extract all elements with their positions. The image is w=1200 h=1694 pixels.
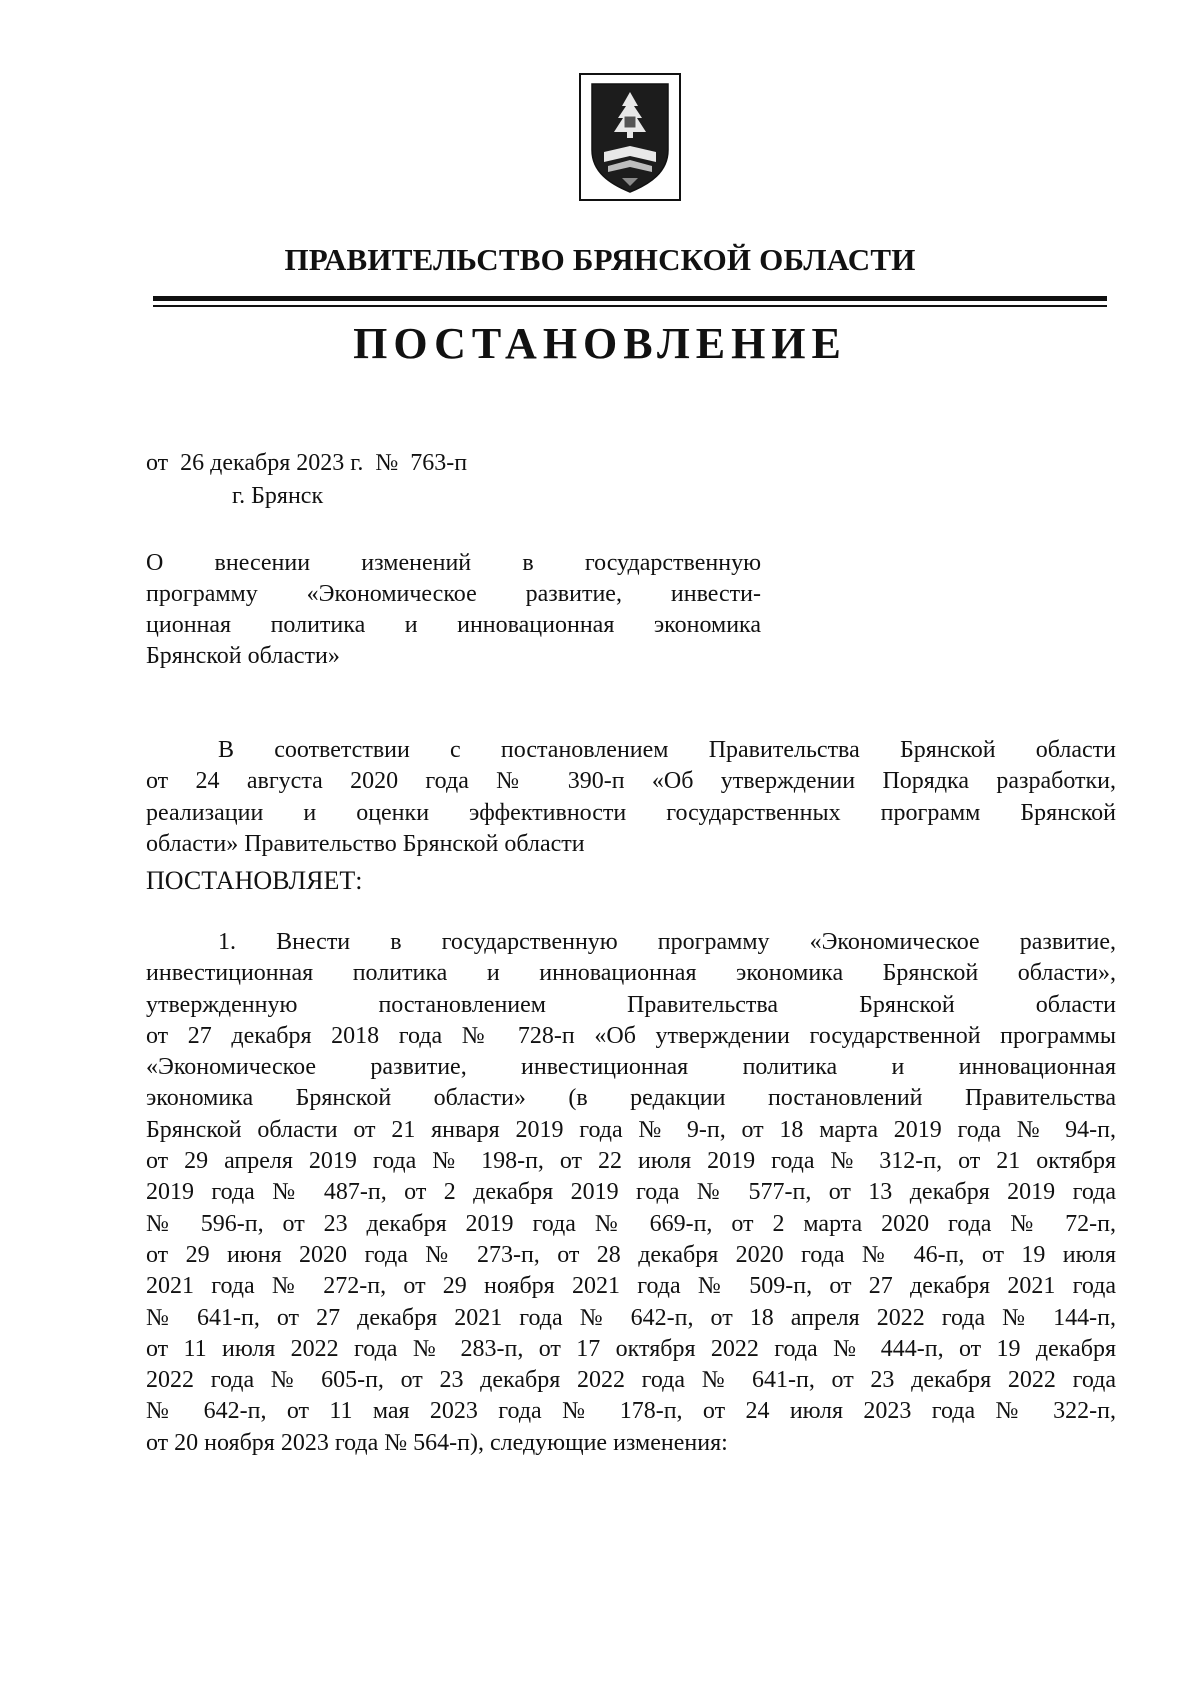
item-1-line: от 20 ноября 2023 года № 564-п), следующие изменения: bbox=[146, 1429, 728, 1456]
item-1-line: инвестиционная политика и инновационная экономика Брянской области», bbox=[146, 960, 1116, 987]
item-1-line: 2021 года № 272-п, от 29 ноября 2021 года № 509-п, от 27 декабря 2021 года bbox=[146, 1273, 1116, 1300]
preamble-line: области» Правительство Брянской области bbox=[146, 830, 585, 857]
item-1-paragraph bbox=[146, 927, 1116, 1459]
preamble-line: от 24 августа 2020 года № 390-п «Об утверждении Порядка разработки, bbox=[146, 768, 1116, 795]
preamble-line: В соответствии с постановлением Правительства Брянской области bbox=[218, 737, 1116, 763]
item-1-line: утвержденную постановлением Правительства Брянской области bbox=[146, 991, 1116, 1018]
item-1-line: № 641-п, от 27 декабря 2021 года № 642-п, от 18 апреля 2022 года № 144-п, bbox=[146, 1304, 1116, 1331]
item-1-line: от 29 апреля 2019 года № 198-п, от 22 июля 2019 года № 312-п, от 21 октября bbox=[146, 1148, 1116, 1175]
item-1-line: № 642-п, от 11 мая 2023 года № 178-п, от 24 июля 2023 года № 322-п, bbox=[146, 1398, 1116, 1425]
document-subject bbox=[146, 548, 761, 672]
header-divider-thick bbox=[153, 296, 1107, 301]
item-1-line: от 11 июля 2022 года № 283-п, от 17 октября 2022 года № 444-п, от 19 декабря bbox=[146, 1335, 1116, 1362]
preamble-line: реализации и оценки эффективности государственных программ Брянской bbox=[146, 799, 1116, 826]
item-1-line: 2022 года № 605-п, от 23 декабря 2022 года № 641-п, от 23 декабря 2022 года bbox=[146, 1367, 1116, 1394]
document-date-number: от 26 декабря 2023 г. № 763-п bbox=[146, 450, 468, 476]
resolves-heading: ПОСТАНОВЛЯЕТ: bbox=[146, 866, 363, 895]
government-title: ПРАВИТЕЛЬСТВО БРЯНСКОЙ ОБЛАСТИ bbox=[284, 242, 916, 277]
subject-line: программу «Экономическое развитие, инвести- bbox=[146, 581, 761, 607]
item-1-line: 1. Внести в государственную программу «Экономическое развитие, bbox=[218, 929, 1116, 955]
bryansk-coat-of-arms-icon bbox=[578, 72, 682, 202]
item-1-line: Брянской области от 21 января 2019 года № 9-п, от 18 марта 2019 года № 94-п, bbox=[146, 1116, 1116, 1143]
subject-line: О внесении изменений в государственную bbox=[146, 550, 761, 576]
item-1-line: «Экономическое развитие, инвестиционная политика и инновационная bbox=[146, 1054, 1116, 1081]
subject-line: ционная политика и инновационная экономика bbox=[146, 612, 761, 638]
header-divider-thin bbox=[153, 305, 1107, 307]
item-1-line: от 27 декабря 2018 года № 728-п «Об утверждении государственной программы bbox=[146, 1022, 1116, 1049]
item-1-line: от 29 июня 2020 года № 273-п, от 28 декабря 2020 года № 46-п, от 19 июля bbox=[146, 1241, 1116, 1268]
item-1-line: 2019 года № 487-п, от 2 декабря 2019 года № 577-п, от 13 декабря 2019 года bbox=[146, 1179, 1116, 1206]
item-1-line: экономика Брянской области» (в редакции постановлений Правительства bbox=[146, 1085, 1116, 1112]
preamble-paragraph bbox=[146, 735, 1116, 860]
document-type-title: ПОСТАНОВЛЕНИЕ bbox=[353, 319, 847, 368]
item-1-line: № 596-п, от 23 декабря 2019 года № 669-п, от 2 марта 2020 года № 72-п, bbox=[146, 1210, 1116, 1237]
document-city: г. Брянск bbox=[232, 483, 324, 509]
subject-line: Брянской области» bbox=[146, 643, 340, 669]
